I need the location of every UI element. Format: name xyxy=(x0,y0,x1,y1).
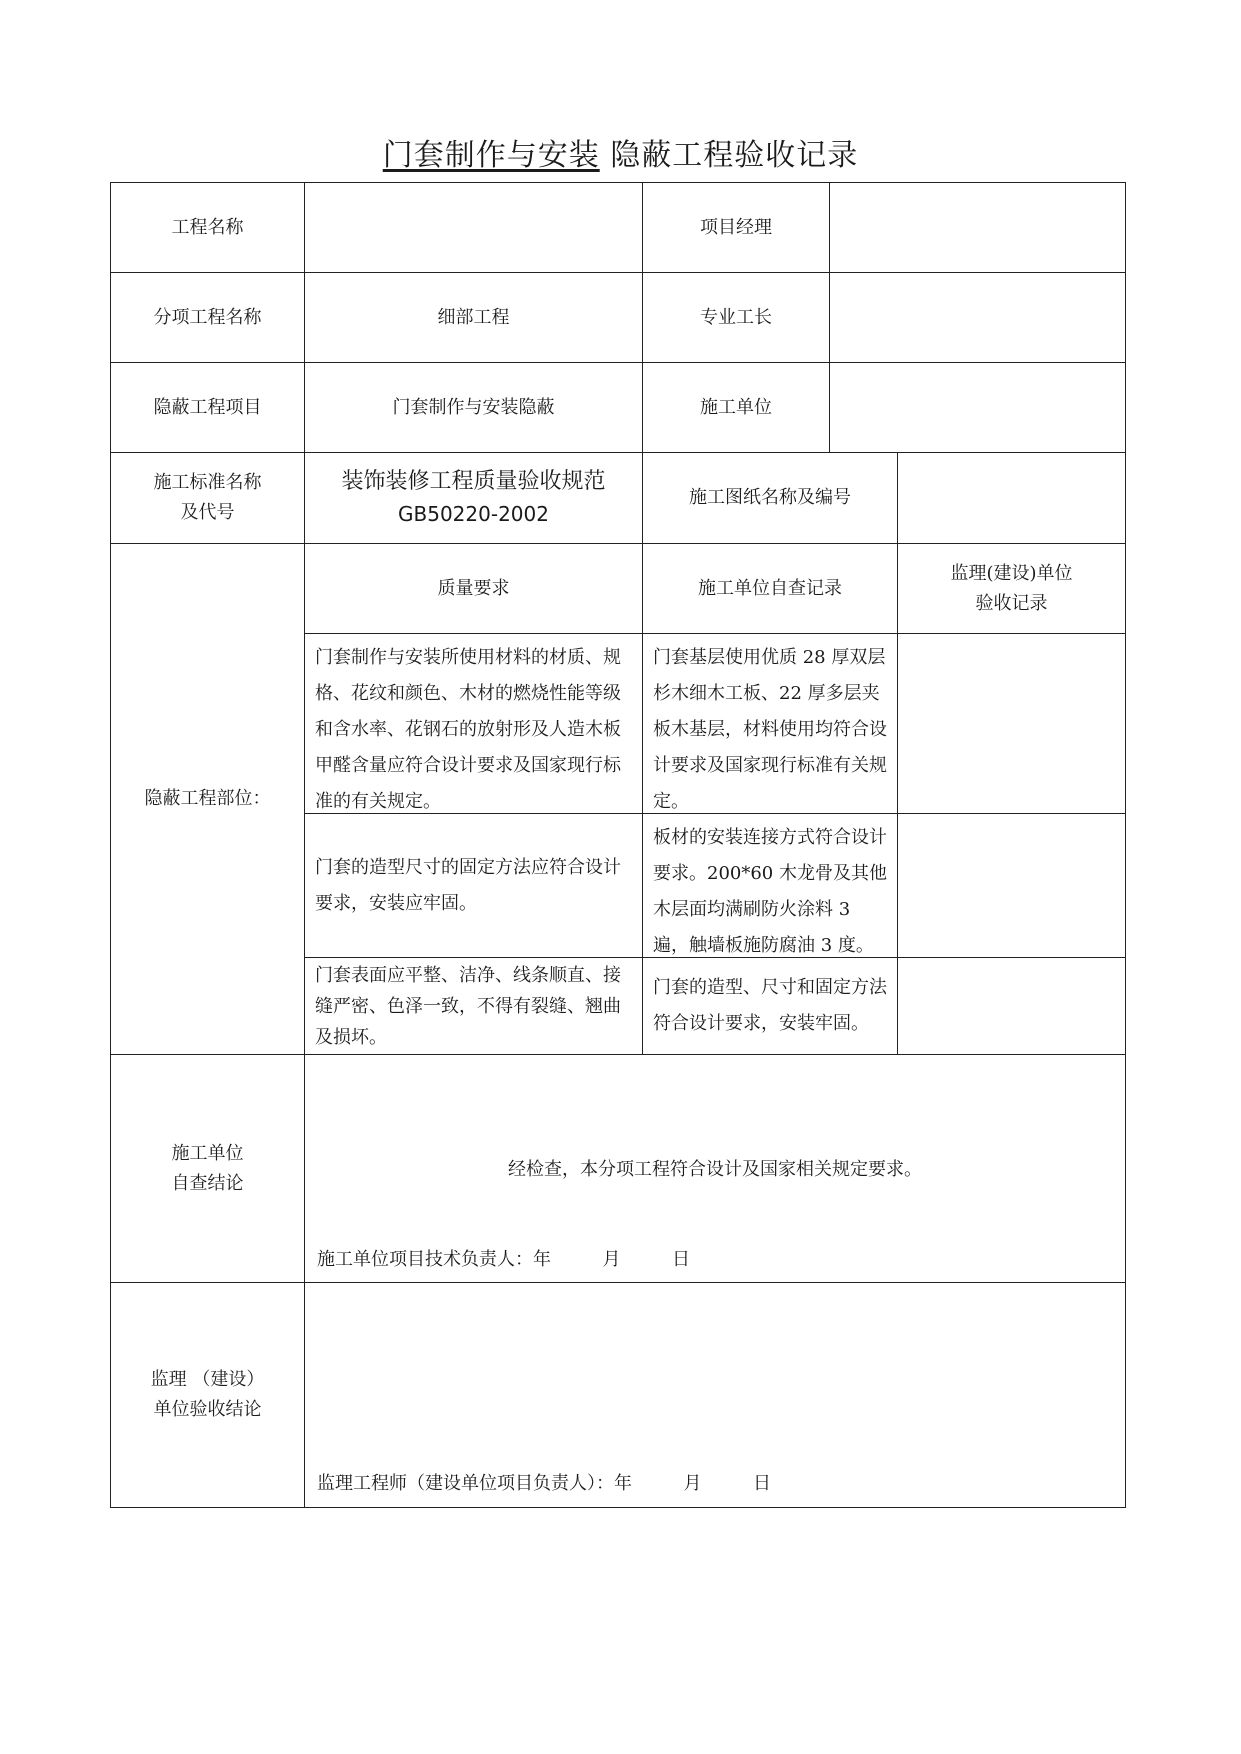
label-standard-line1: 施工标准名称 xyxy=(153,472,262,493)
self-conclusion-area[interactable] xyxy=(305,1055,1125,1283)
label-hidden-item: 隐蔽工程项目 xyxy=(111,363,305,453)
self-conclusion-signature: 施工单位项目技术负责人：年 月 日 xyxy=(317,1249,690,1270)
supervisor-conclusion-area[interactable] xyxy=(305,1283,1125,1507)
label-project-manager: 项目经理 xyxy=(643,183,830,273)
label-standard-name xyxy=(111,453,305,544)
label-self-conclusion-line2: 自查结论 xyxy=(171,1172,244,1194)
label-standard-line2: 及代号 xyxy=(180,502,235,523)
label-drawing-name: 施工图纸名称及编号 xyxy=(643,453,898,544)
self-conclusion-text: 经检查，本分项工程符合设计及国家相关规定要求。 xyxy=(508,1159,922,1180)
self-check-1[interactable]: 门套基层使用优质 28 厚双层杉木细木工板、22 厚多层夹板木基层，材料使用均符合设计要求及国家现行标准有关规定。 xyxy=(643,634,898,814)
label-sub-project-name: 分项工程名称 xyxy=(111,273,305,363)
supervisor-record-2[interactable] xyxy=(898,814,1125,958)
standard-code-text: GB50220-2002 xyxy=(398,502,549,526)
label-self-conclusion-line1: 施工单位 xyxy=(171,1142,244,1164)
title-part1: 门套制作与安装 xyxy=(382,138,600,173)
value-project-manager[interactable] xyxy=(830,183,1125,273)
self-check-3[interactable]: 门套的造型、尺寸和固定方法符合设计要求，安装牢固。 xyxy=(643,958,898,1055)
requirement-1: 门套制作与安装所使用材料的材质、规格、花纹和颜色、木材的燃烧性能等级和含水率、花钢石的放射形及人造木板甲醛含量应符合设计要求及国家现行标准的有关规定。 xyxy=(305,634,643,814)
requirement-3: 门套表面应平整、洁净、线条顺直、接缝严密、色泽一致，不得有裂缝、翘曲及损坏。 xyxy=(305,958,643,1055)
value-sub-project-name[interactable]: 细部工程 xyxy=(305,273,643,363)
label-self-conclusion xyxy=(111,1055,305,1283)
header-supervisor-record xyxy=(898,544,1125,634)
value-construction-unit[interactable] xyxy=(830,363,1125,453)
value-hidden-item[interactable]: 门套制作与安装隐蔽 xyxy=(305,363,643,453)
supervisor-record-3[interactable] xyxy=(898,958,1125,1055)
self-check-2[interactable]: 板材的安装连接方式符合设计要求。200*60 木龙骨及其他木层面均满刷防火涂料 3 遍，触墙板施防腐油 3 度。 xyxy=(643,814,898,958)
value-project-name[interactable] xyxy=(305,183,643,273)
label-supervisor-conclusion xyxy=(111,1283,305,1507)
header-self-check-record: 施工单位自查记录 xyxy=(643,544,898,634)
document-title xyxy=(0,130,1241,174)
title-part2: 隐蔽工程验收记录 xyxy=(599,138,859,173)
standard-name-text: 装饰装修工程质量验收规范 xyxy=(341,469,606,494)
value-drawing-name[interactable] xyxy=(898,453,1125,544)
requirement-2: 门套的造型尺寸的固定方法应符合设计要求，安装应牢固。 xyxy=(305,814,643,958)
acceptance-form xyxy=(110,182,1126,1508)
header-quality-requirement: 质量要求 xyxy=(305,544,643,634)
label-project-name: 工程名称 xyxy=(111,183,305,273)
label-foreman: 专业工长 xyxy=(643,273,830,363)
supervisor-conclusion-signature: 监理工程师（建设单位项目负责人）：年 月 日 xyxy=(317,1473,771,1494)
header-supervisor-line2: 验收记录 xyxy=(975,592,1048,614)
label-construction-unit: 施工单位 xyxy=(643,363,830,453)
header-supervisor-line1: 监理(建设)单位 xyxy=(950,562,1073,584)
label-hidden-part: 隐蔽工程部位： xyxy=(111,544,305,1055)
label-supervisor-conclusion-line2: 单位验收结论 xyxy=(153,1399,262,1420)
value-foreman[interactable] xyxy=(830,273,1125,363)
label-supervisor-conclusion-line1: 监理 （建设） xyxy=(150,1369,265,1390)
supervisor-record-1[interactable] xyxy=(898,634,1125,814)
value-standard[interactable] xyxy=(305,453,643,544)
